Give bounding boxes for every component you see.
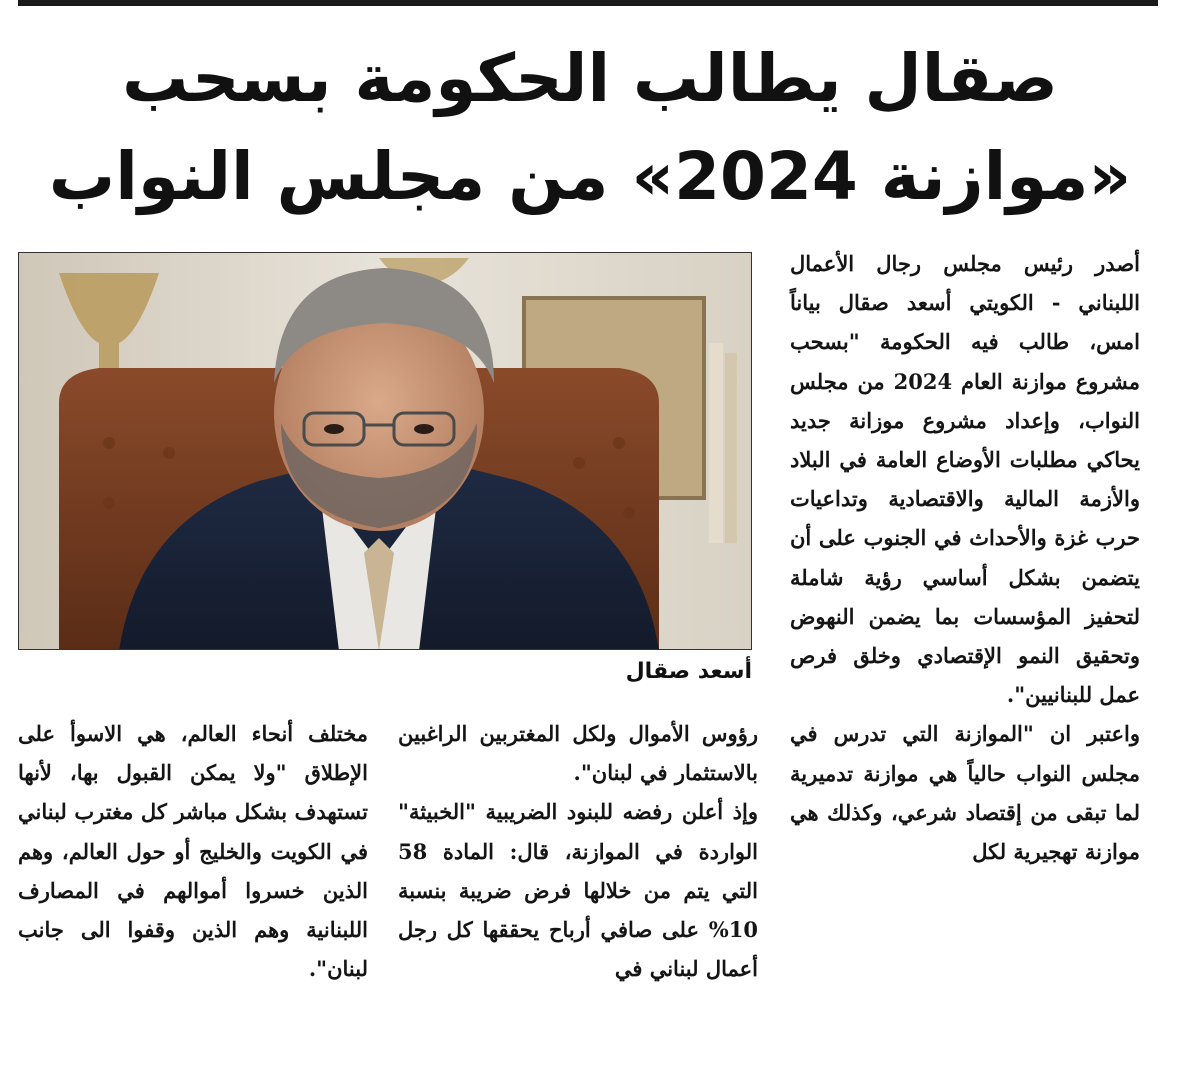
photo-caption: أسعد صقال <box>625 659 752 684</box>
headline <box>40 30 1140 226</box>
article-column-left <box>18 714 368 988</box>
article-column-middle <box>398 714 758 988</box>
portrait-illustration <box>19 253 752 650</box>
paragraph: مختلف أنحاء العالم، هي الاسوأ على الإطلاق "ولا يمكن القبول بها، لأنها تستهدف بشكل مباشر كل مغترب لبناني في الكويت والخليج أو حول العالم، وهم الذين خسروا أموالهم في المصارف اللبنانية وهم الذين وقفوا الى جانب لبنان". <box>18 721 368 982</box>
top-rule <box>18 0 1158 6</box>
paragraph: واعتبر ان "الموازنة التي تدرس في مجلس النواب حالياً هي موازنة تدميرية لما تبقى من إقتصاد شرعي، وكذلك هي موازنة تهجيرية لكل <box>790 721 1140 865</box>
portrait-photo <box>18 252 752 650</box>
paragraph: أصدر رئيس مجلس رجال الأعمال اللبناني - الكويتي أسعد صقال بياناً امس، طالب فيه الحكومة "بسحب مشروع موازنة العام 2024 من مجلس النواب، وإعداد مشروع موزانة جديد يحاكي مطلبات الأوضاع العامة في البلاد والأزمة المالية والاقتصادية وتداعيات حرب غزة والأحداث في الجنوب على أن يتضمن بشكل أساسي رؤية شاملة لتحفيز المؤسسات بما يضمن النهوض وتحقيق النمو الإقتصادي وخلق فرص عمل للبنانيين". <box>790 251 1140 708</box>
article-column-right <box>790 244 1140 871</box>
paragraph: وإذ أعلن رفضه للبنود الضريبية "الخبيثة" الواردة في الموازنة، قال: المادة 58 التي يتم من خلالها فرض ضريبة بنسبة 10% على صافي أرباح يحققها كل رجل أعمال لبناني في <box>398 799 758 982</box>
headline-line-1: صقال يطالب الحكومة بسحب <box>122 40 1058 117</box>
paragraph: رؤوس الأموال ولكل المغتربين الراغبين بالاستثمار في لبنان". <box>398 721 758 786</box>
headline-line-2: «موازنة 2024» من مجلس النواب <box>48 138 1132 215</box>
